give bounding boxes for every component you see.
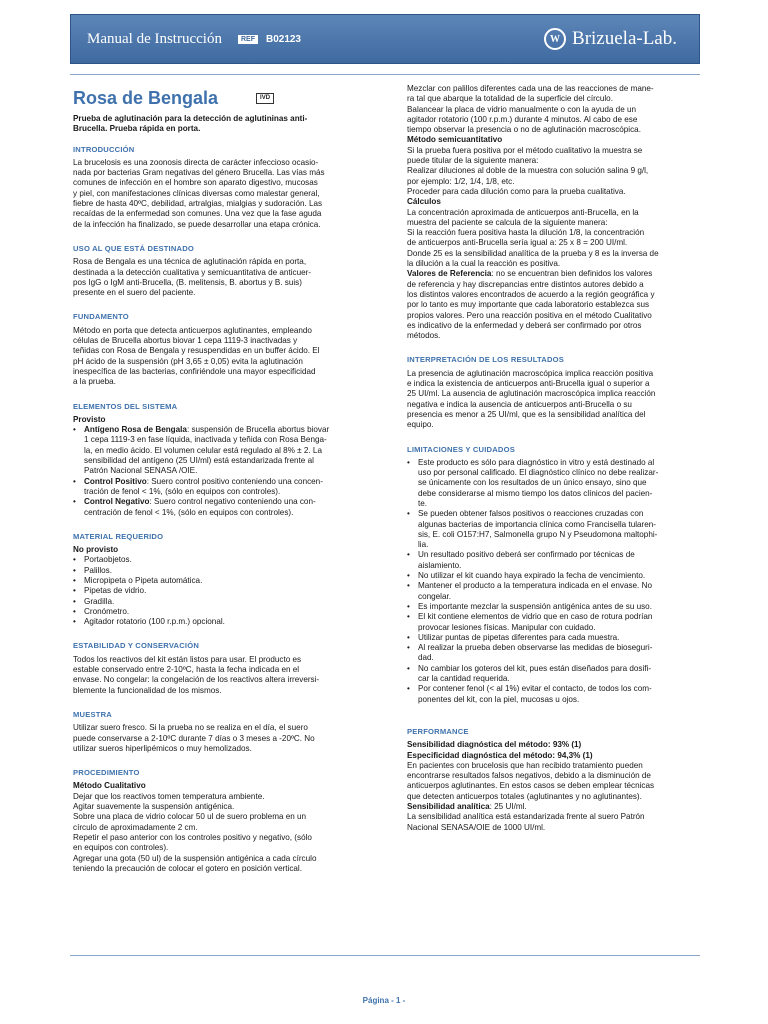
text-line: sensibilidad del antígeno (25 UI/ml) está estandarizada frente al	[84, 456, 314, 466]
text-line: por lo tanto es muy importante que cada laboratorio establezca sus	[407, 300, 650, 310]
section-heading-interpretacion: INTERPRETACIÓN DE LOS RESULTADOS	[407, 355, 565, 365]
sensibilidad-diagnostica: Sensibilidad diagnóstica del método: 93% (1)	[407, 740, 582, 750]
text-line: utilizar sueros hiperlipémicos o muy hemolizados.	[73, 743, 252, 753]
valores-referencia	[407, 269, 695, 341]
text-line: se únicamente con los resultados de un único ensayo, sino que	[418, 478, 647, 488]
text-line: presencia es menor a 25 UI/ml, que es la sensibilidad analítica del	[407, 409, 646, 419]
text-line: • Un resultado positivo deberá ser confirmado por técnicas de	[418, 550, 635, 560]
list-item	[407, 684, 695, 705]
text-line: : no se encuentran bien definidos los valores	[491, 269, 653, 279]
text-line: Método en porta que detecta anticuerpos aglutinantes, empleando	[73, 325, 312, 335]
text-line: fiebre de hasta 40ºC, debilidad, artralgias, mialgias y sudoración. Las	[73, 199, 323, 209]
section-heading-procedimiento: PROCEDIMIENTO	[73, 768, 140, 778]
right-column	[407, 84, 695, 833]
text-line: agitador rotatorio (100 r.p.m.) durante 4 minutos. Al cabo de ese	[407, 114, 638, 124]
text-line: : suspensión de Brucella abortus biovar	[186, 425, 330, 435]
text-line: pos IgG o IgM anti-Brucella, (B. melitensis, B. abortus y B. suis)	[73, 277, 302, 287]
product-code: B02123	[265, 33, 301, 45]
list-item: • Agitador rotatorio (100 r.p.m.) opcional.	[73, 617, 361, 627]
text-line: congelar.	[418, 591, 451, 601]
text-line: • No utilizar el kit cuando haya expirado la fecha de vencimiento.	[418, 571, 646, 581]
page-title: Rosa de Bengala	[73, 88, 219, 108]
list-item	[407, 664, 695, 685]
text-line: e indica la existencia de anticuerpos anti-Brucella igual o superior a	[407, 379, 650, 389]
intro-text	[73, 158, 361, 230]
text-line: • Utilizar puntas de pipetas diferentes para cada muestra.	[418, 632, 620, 642]
text-line: células de Brucella abortus biovar 1 cepa 1119-3 inactivadas y	[73, 336, 298, 346]
brizuela-logo-icon: W	[544, 28, 566, 50]
uso-text	[73, 257, 361, 298]
text-line: estable conservado entre 2-10ºC, hasta la fecha indicada en el	[73, 665, 300, 675]
text-line: tración de fenol < 1%, (sólo en equipos con controles).	[84, 486, 281, 496]
procedimiento-text	[73, 792, 361, 874]
text-line: a la prueba.	[73, 377, 116, 387]
text-line: Si la prueba fuera positiva por el método cualitativo la muestra se	[407, 145, 643, 155]
document-header	[70, 14, 700, 64]
performance-text	[407, 761, 695, 802]
text-line: • No cambiar los goteros del kit, pues están diseñados para dosifi-	[418, 663, 652, 673]
analitica-label: Sensibilidad analítica	[407, 802, 490, 811]
text-line: la, en medio ácido. El volumen celular está regulado al 8% ± 2. La	[84, 445, 322, 455]
text-line: Donde 25 es la sensibilidad analítica de la prueba y 8 es la inversa de	[407, 248, 659, 258]
text-line: es indicativo de la enfermedad y deberá ser confirmado por otros	[407, 320, 642, 330]
text-line: ra tal que abarque la totalidad de la superficie del círculo.	[407, 94, 613, 104]
material-list	[73, 555, 361, 627]
text-line: Balancear la placa de vidrio manualmente o con la ayuda de un	[407, 104, 637, 114]
text-line: que detecten anticuerpos totales (aglutinantes y no aglutinantes).	[407, 791, 642, 801]
list-item	[407, 458, 695, 509]
text-line: : Suero control negativo conteniendo una con-	[149, 497, 316, 507]
subheading-calculos: Cálculos	[407, 197, 441, 207]
text-line: la dilución a la cual la reacción es positiva.	[407, 259, 561, 269]
text-line: La brucelosis es una zoonosis directa de carácter infeccioso ocasio-	[73, 157, 319, 167]
text-line: algunas bacterias de importancia clínica como Francisella tularen-	[418, 519, 656, 529]
text-line: La presencia de aglutinación macroscópica implica reacción positiva	[407, 368, 654, 378]
list-item	[73, 497, 361, 518]
interpretacion-text	[407, 369, 695, 431]
text-line: encontrarse resultados falsos negativos, debido a la disminución de	[407, 771, 651, 781]
text-line: nada por bacterias Gram negativas del género Brucella. Las vías más	[73, 168, 325, 178]
list-item	[407, 581, 695, 602]
list-item	[73, 425, 361, 476]
item-label: Control Negativo	[84, 497, 150, 507]
text-line: Repetir el paso anterior con los controles positivo y negativo, (sólo	[73, 832, 312, 842]
text-line: te.	[418, 498, 428, 508]
text-line: Patrón Nacional SENASA /OIE.	[84, 466, 198, 476]
text-line: negativa e indica la ausencia de anticuerpos anti-Brucella o su	[407, 399, 632, 409]
text-line: anticuerpos aglutinantes. En estos casos se deben emplear técnicas	[407, 781, 655, 791]
section-heading-performance: PERFORMANCE	[407, 726, 469, 736]
text-line: 25 UI/ml. La ausencia de aglutinación macroscópica implica reacción	[407, 389, 656, 399]
list-item: • Gradilla.	[73, 597, 361, 607]
text-line: dad.	[418, 653, 434, 663]
text-line: ponentes del kit, con la piel, mucosas u ojos.	[418, 694, 580, 704]
left-column	[73, 84, 361, 874]
list-item: • Micropipeta o Pipeta automática.	[73, 576, 361, 586]
text-line: puede conservarse a 2-10ºC durante 7 días o 3 meses a -20ºC. No	[73, 733, 315, 743]
subtitle-line: Brucella. Prueba rápida en porta.	[73, 124, 201, 134]
brand	[544, 28, 677, 50]
text-line: equipo.	[407, 420, 434, 430]
text-line: lia.	[418, 540, 429, 550]
text-line: de referencia y hay discrepancias entre distintos autores debido a	[407, 279, 644, 289]
valores-label: Valores de Referencia	[407, 269, 492, 279]
text-line: por ejemplo: 1/2, 1/4, 1/8, etc.	[407, 176, 515, 186]
list-item	[407, 550, 695, 571]
brand-name: Brizuela-Lab.	[572, 28, 677, 49]
estabilidad-text	[73, 655, 361, 696]
text-line: Sobre una placa de vidrio colocar 50 ul de suero problema en un	[73, 812, 307, 822]
list-item	[407, 643, 695, 664]
section-heading-introduccion: INTRODUCCIÓN	[73, 144, 135, 154]
text-line: en equipos con controles).	[73, 843, 169, 853]
procedimiento-continuation	[407, 84, 695, 135]
text-line: Nacional SENASA/OIE de 1000 UI/ml.	[407, 822, 546, 832]
text-line: • Mantener el producto a la temperatura indicada en el envase. No	[418, 581, 652, 591]
text-line: tiempo observar la presencia o no de aglutinación macroscópica.	[407, 125, 641, 135]
list-item	[407, 633, 695, 643]
text-line: • El kit contiene elementos de vidrio que en caso de rotura podrían	[418, 612, 653, 622]
text-line: círculo de aproximadamente 2 cm.	[73, 822, 198, 832]
footer-divider	[70, 955, 700, 956]
text-line: car la cantidad requerida.	[418, 674, 510, 684]
text-line: : Suero control positivo conteniendo una concen-	[146, 476, 323, 486]
text-line: uso por personal calificado. El diagnóstico clínico no debe realizar-	[418, 468, 659, 478]
text-line: propios valores. Pero una reacción positiva en el método Cualitativo	[407, 310, 652, 320]
subtitle-line: Prueba de aglutinación para la detección de aglutininas anti-	[73, 114, 308, 123]
list-item	[73, 477, 361, 498]
list-item	[407, 509, 695, 550]
list-item: • Pipetas de vidrio.	[73, 586, 361, 596]
page-number: Página - 1 -	[362, 996, 406, 1005]
section-heading-estabilidad: ESTABILIDAD Y CONSERVACIÓN	[73, 641, 200, 651]
text-line: Agitar suavemente la suspensión antigénica.	[73, 802, 235, 812]
text-line: puede titular de la siguiente manera:	[407, 156, 539, 166]
text-line: pH ácido de la suspensión (pH 3,65 ± 0,05) evita la aglutinación	[73, 356, 303, 366]
text-line: En pacientes con brucelosis que han recibido tratamiento pueden	[407, 760, 643, 770]
especificidad-diagnostica: Especificidad diagnóstica del método: 94,3% (1)	[407, 750, 593, 760]
text-line: debe considerarse al mismo tiempo los datos clínicos del pacien-	[418, 488, 653, 498]
limitaciones-list	[407, 458, 695, 705]
text-line: de anticuerpos anti-Brucella sería igual a: 25 x 8 = 200 UI/ml.	[407, 238, 628, 248]
text-line: recaídas de la enfermedad son comunes. Una vez que la fase aguda	[73, 209, 322, 219]
text-line: Agregar una gota (50 ul) de la suspensión antigénica a cada círculo	[73, 853, 317, 863]
section-heading-elementos: ELEMENTOS DEL SISTEMA	[73, 401, 178, 411]
analitica-value: : 25 UI/ml.	[489, 802, 527, 811]
text-line: inespecífica de las bacterias, confiriéndole una mayor especificidad	[73, 366, 316, 376]
text-line: de la infección ha finalizado, se puede desarrollar una etapa crónica.	[73, 219, 321, 229]
text-line: La sensibilidad analítica está estandarizada frente al suero Patrón	[407, 812, 645, 822]
sensibilidad-analitica	[407, 802, 695, 812]
text-line: • Este producto es sólo para diagnóstico in vitro y está destinado al	[418, 457, 655, 467]
ivd-badge: IVD	[256, 93, 274, 104]
text-line: • Por contener fenol (< al 1%) evitar el contacto, de todos los com-	[418, 684, 652, 694]
list-item: • Portaobjetos.	[73, 555, 361, 565]
text-line: Dejar que los reactivos tomen temperatura ambiente.	[73, 791, 265, 801]
subheading-metodo-semicuantitativo: Método semicuantitativo	[407, 135, 503, 145]
text-line: métodos.	[407, 331, 441, 341]
section-heading-fundamento: FUNDAMENTO	[73, 312, 129, 322]
text-line: • Es importante mezclar la suspensión antigénica antes de su uso.	[418, 601, 652, 611]
elementos-list	[73, 425, 361, 518]
header-title: Manual de Instrucción	[87, 30, 222, 47]
muestra-text	[73, 723, 361, 754]
semicuantitativo-text	[407, 146, 695, 197]
text-line: muestra del paciente se calcula de la siguiente manera:	[407, 217, 608, 227]
text-line: los distintos valores encontrados de acuerdo a la región geográfica y	[407, 289, 655, 299]
item-label: Control Positivo	[84, 476, 147, 486]
document-subtitle	[73, 114, 361, 135]
text-line: presente en el suero del paciente.	[73, 288, 196, 298]
text-line: sis, E. coli O157:H7, Salmonella grupo N y Pseudomona maltophi-	[418, 529, 658, 539]
text-line: teñidas con Rosa de Bengala y resuspendidas en un buffer ácido. El	[73, 346, 320, 356]
text-line: blemente la funcionalidad de los mismos.	[73, 685, 222, 695]
text-line: 1 cepa 1119-3 en fase líquida, inactivada y teñida con Rosa Benga-	[84, 435, 327, 445]
fundamento-text	[73, 326, 361, 388]
text-line: Todos los reactivos del kit están listos para usar. El producto es	[73, 654, 302, 664]
section-heading-uso: USO AL QUE ESTÁ DESTINADO	[73, 243, 195, 253]
text-line: La concentración aproximada de anticuerpos anti-Brucella, en la	[407, 207, 639, 217]
list-item: • Cronómetro.	[73, 607, 361, 617]
list-item	[407, 602, 695, 612]
section-heading-limitaciones: LIMITACIONES Y CUIDADOS	[407, 444, 515, 454]
section-heading-muestra: MUESTRA	[73, 709, 112, 719]
text-line: Realizar diluciones al doble de la muestra con solución salina 9 g/l,	[407, 166, 649, 176]
item-label: Antígeno Rosa de Bengala	[84, 425, 187, 435]
text-line: Mezclar con palillos diferentes cada una de las reacciones de mane-	[407, 84, 654, 93]
text-line: • Se pueden obtener falsos positivos o reacciones cruzadas con	[418, 509, 644, 519]
calculos-text	[407, 208, 695, 270]
text-line: provocar lesiones físicas. Manipular con cuidado.	[418, 622, 596, 632]
text-line: • Al realizar la prueba deben observarse las medidas de bioseguri-	[418, 643, 653, 653]
text-line: Rosa de Bengala es una técnica de aglutinación rápida en porta,	[73, 257, 307, 267]
header-divider	[70, 74, 700, 75]
text-line: destinada a la detección cualitativa y semicuantitativa de anticuer-	[73, 267, 312, 277]
text-line: Utilizar suero fresco. Si la prueba no se realiza en el día, el suero	[73, 723, 308, 733]
list-item	[407, 612, 695, 633]
text-line: envase. No congelar: la congelación de los reactivos altera irreversi-	[73, 675, 320, 685]
list-item	[407, 571, 695, 581]
text-line: centración de fenol < 1%, (sólo en equipos con controles).	[84, 507, 294, 517]
text-line: Proceder para cada dilución como para la prueba cualitativa.	[407, 186, 626, 196]
text-line: y piel, con manifestaciones clínicas diversas como malestar general,	[73, 188, 320, 198]
document-title-row	[73, 86, 361, 110]
section-heading-material: MATERIAL REQUERIDO	[73, 531, 164, 541]
list-item: • Palillos.	[73, 566, 361, 576]
text-line: comunes de infección en el hombre son aparato digestivo, mucosas	[73, 178, 318, 188]
text-line: Si la reacción fuera positiva hasta la dilución 1/8, la concentración	[407, 228, 645, 238]
text-line: aislamiento.	[418, 560, 462, 570]
subheading-no-provisto: No provisto	[73, 545, 119, 555]
ref-badge: REF	[238, 35, 258, 44]
subheading-provisto: Provisto	[73, 414, 106, 424]
subheading-metodo-cualitativo: Método Cualitativo	[73, 781, 146, 791]
text-line: teniendo la precaución de colocar el gotero en posición vertical.	[73, 863, 302, 873]
